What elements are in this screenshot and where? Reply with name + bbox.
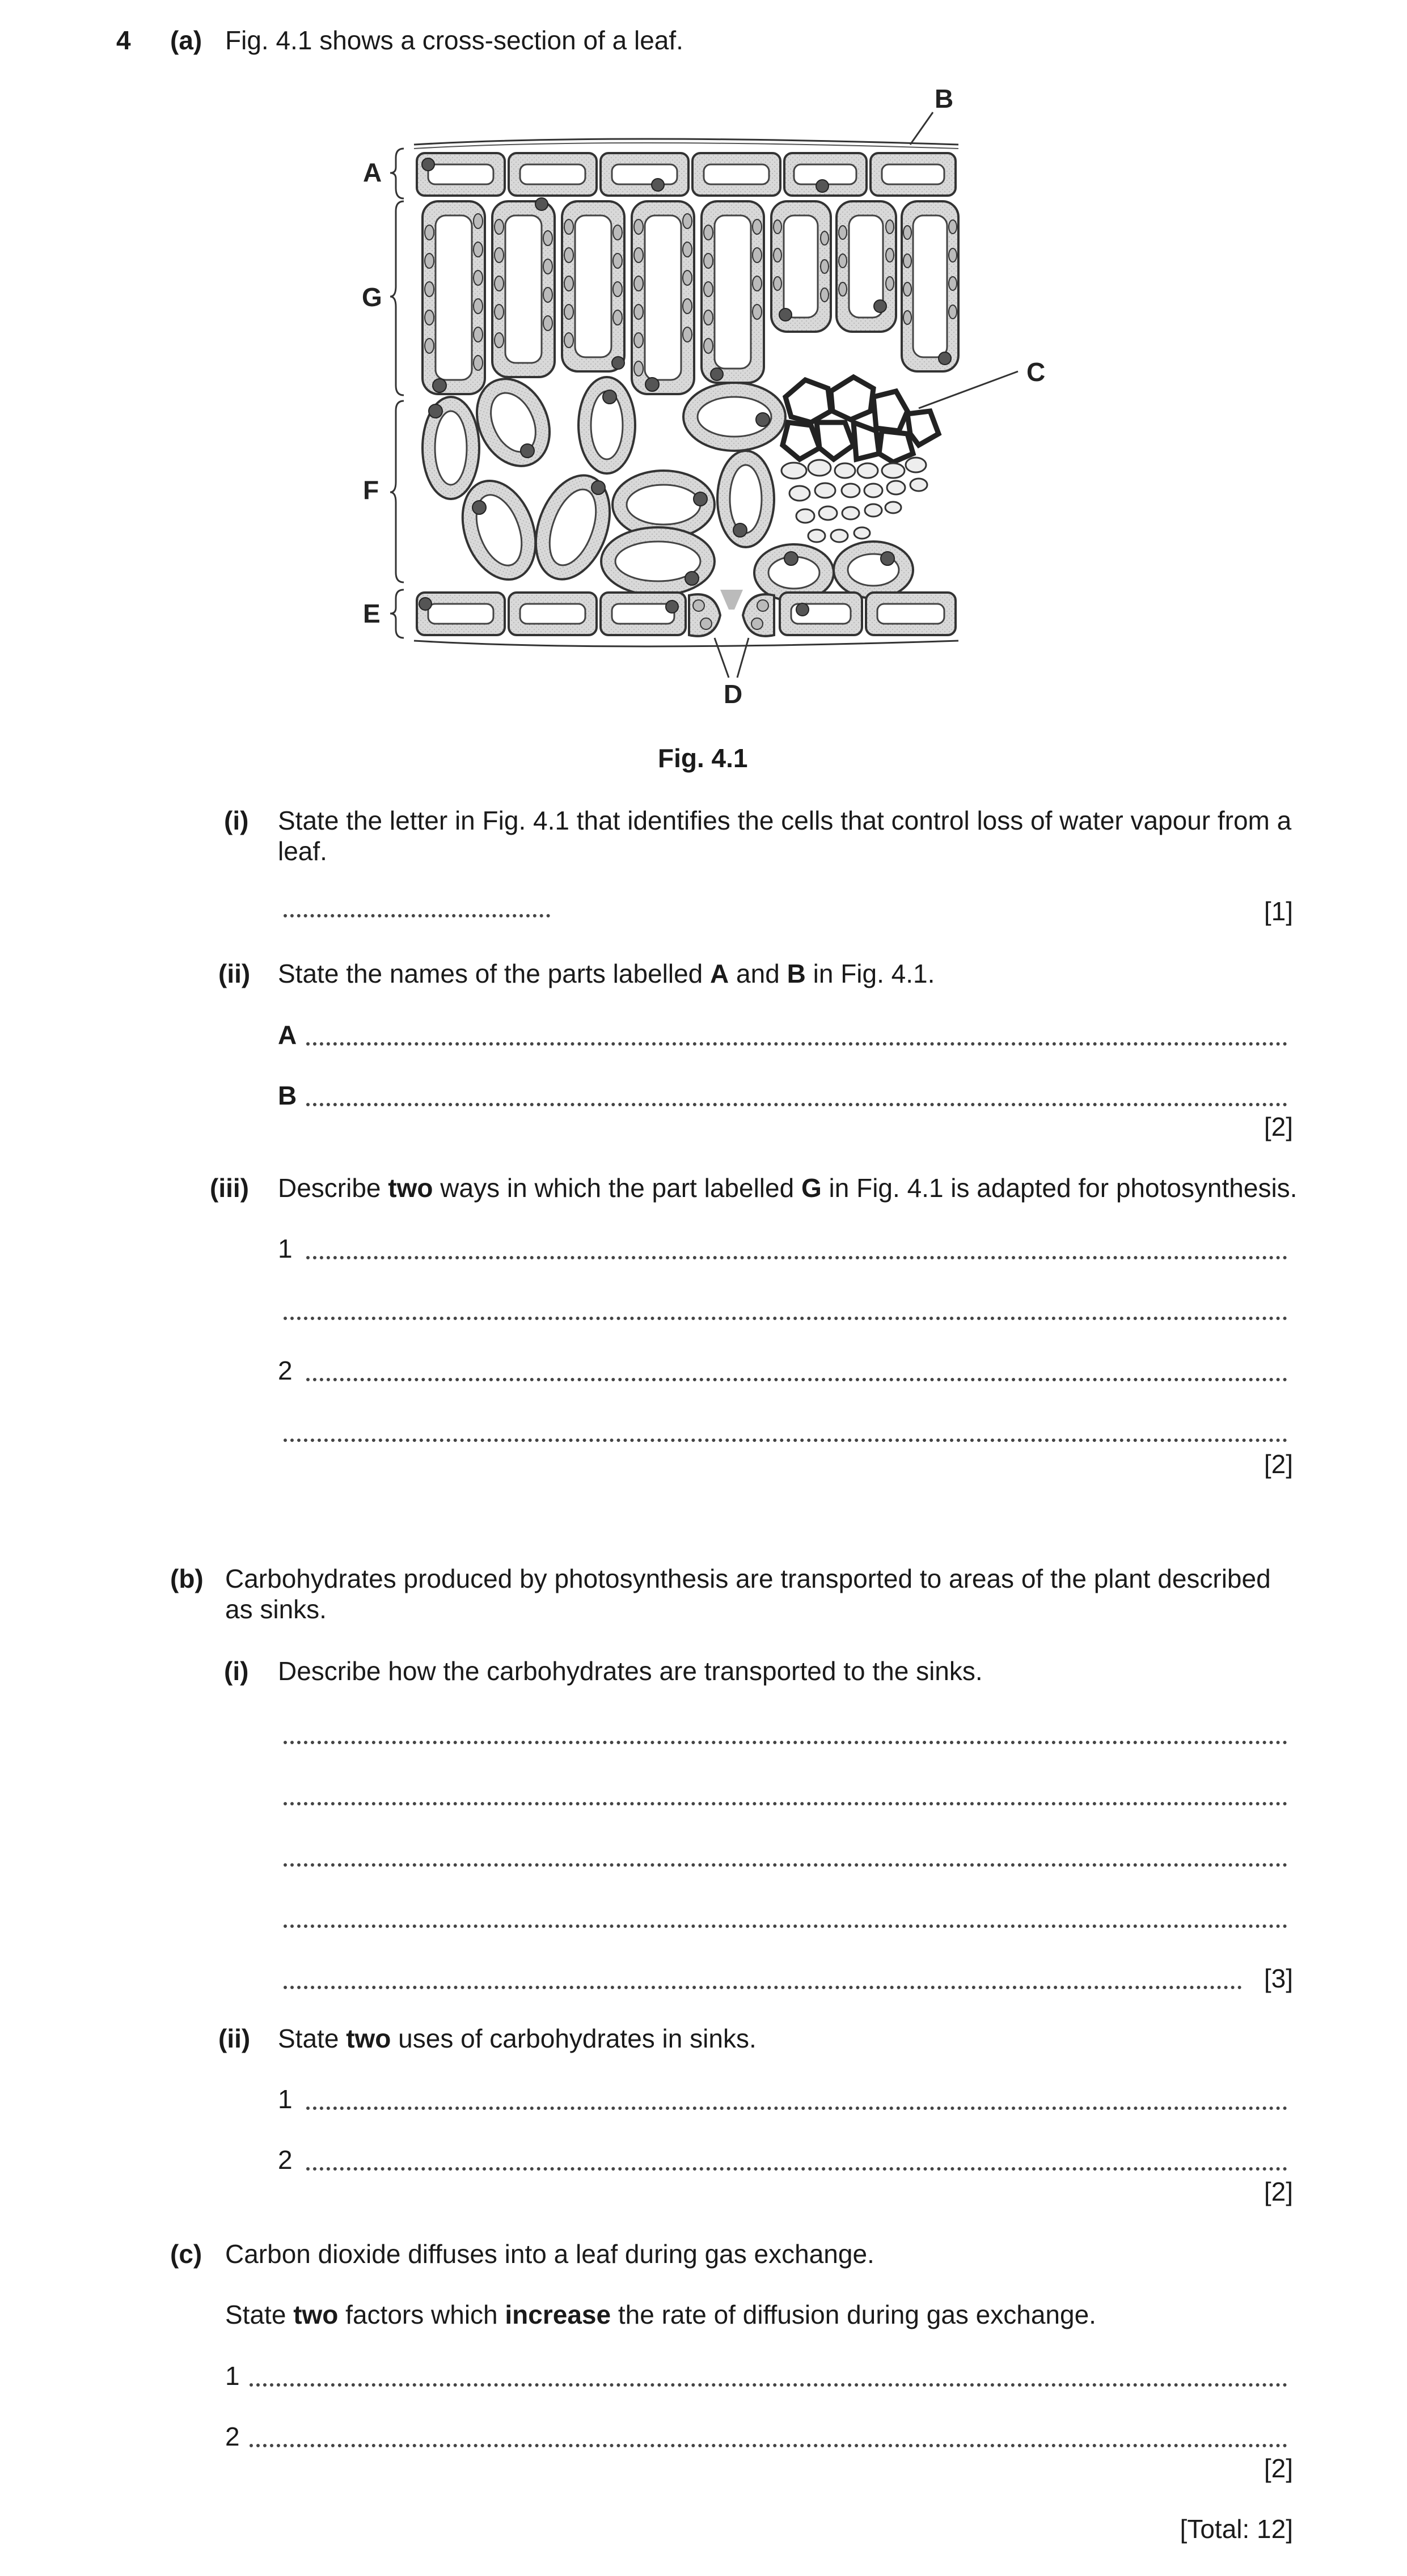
marks-a-ii: [2] <box>1264 1112 1293 1141</box>
answer-num-c-1: 1 <box>225 2361 240 2391</box>
answer-line-a-iii-1a[interactable] <box>306 1256 1287 1259</box>
label-d: D <box>724 679 743 709</box>
answer-line-b-i-5[interactable] <box>284 1986 1242 1989</box>
answer-num-a-iii-2: 2 <box>278 1356 293 1385</box>
marks-b-ii: [2] <box>1264 2177 1293 2206</box>
answer-num-b-ii-2: 2 <box>278 2145 293 2175</box>
answer-line-a-i[interactable] <box>284 914 550 917</box>
marks-b-i: [3] <box>1264 1964 1293 1993</box>
sub-ii-question: State the names of the parts labelled A and B in Fig. 4.1. <box>278 959 935 988</box>
marks-c: [2] <box>1264 2454 1293 2483</box>
answer-line-b-ii-1[interactable] <box>306 2107 1287 2110</box>
sub-i-question-line1: State the letter in Fig. 4.1 that identifies the cells that control loss of water vapour from a <box>278 806 1292 835</box>
part-c-intro: Carbon dioxide diffuses into a leaf during gas exchange. <box>225 2239 874 2269</box>
sub-iii-question: Describe two ways in which the part labelled G in Fig. 4.1 is adapted for photosynthesis. <box>278 1173 1298 1203</box>
label-a: A <box>363 158 382 187</box>
label-c: C <box>1026 357 1046 387</box>
phloem <box>781 458 927 542</box>
bracket-e <box>390 590 404 638</box>
leader-line-d-right <box>737 638 749 678</box>
upper-epidermis <box>417 153 956 196</box>
answer-line-b-i-1[interactable] <box>284 1741 1287 1744</box>
sub-b-i-question: Describe how the carbohydrates are transported to the sinks. <box>278 1656 983 1686</box>
total-marks: [Total: 12] <box>1180 2514 1293 2544</box>
sub-b-i-label: (i) <box>224 1656 249 1686</box>
answer-line-b-i-3[interactable] <box>284 1863 1287 1867</box>
answer-line-c-1[interactable] <box>250 2383 1287 2387</box>
marks-a-i: [1] <box>1264 896 1293 926</box>
leader-line-c <box>919 371 1018 408</box>
answer-num-c-2: 2 <box>225 2422 240 2451</box>
answer-line-c-2[interactable] <box>250 2444 1287 2447</box>
answer-line-b-i-2[interactable] <box>284 1802 1287 1805</box>
answer-label-b: B <box>278 1081 297 1110</box>
part-c-question: State two factors which increase the rate of diffusion during gas exchange. <box>225 2300 1096 2329</box>
bracket-f <box>390 401 404 582</box>
answer-line-a-ii-b[interactable] <box>306 1103 1287 1106</box>
sub-b-ii-question: State two uses of carbohydrates in sinks. <box>278 2024 757 2053</box>
answer-line-a-iii-1b[interactable] <box>284 1317 1287 1320</box>
leader-line-d-left <box>715 638 729 678</box>
sub-ii-label: (ii) <box>218 959 251 988</box>
part-a-intro: Fig. 4.1 shows a cross-section of a leaf. <box>225 26 683 55</box>
answer-line-a-ii-a[interactable] <box>306 1042 1287 1046</box>
answer-line-b-ii-2[interactable] <box>306 2167 1287 2171</box>
answer-line-a-iii-2b[interactable] <box>284 1439 1287 1442</box>
leader-line-b <box>910 112 933 145</box>
answer-num-a-iii-1: 1 <box>278 1234 293 1263</box>
label-g: G <box>362 282 382 312</box>
label-b: B <box>935 84 954 113</box>
marks-a-iii: [2] <box>1264 1449 1293 1479</box>
bracket-g <box>390 201 404 395</box>
sub-b-ii-label: (ii) <box>218 2024 251 2053</box>
sub-iii-label: (iii) <box>210 1173 249 1203</box>
xylem <box>783 377 939 462</box>
answer-line-a-iii-2a[interactable] <box>306 1378 1287 1381</box>
sub-i-question-line2: leaf. <box>278 836 327 866</box>
question-number: 4 <box>116 26 131 55</box>
part-a-label: (a) <box>170 26 202 55</box>
part-c-label: (c) <box>170 2239 202 2269</box>
figure-caption: Fig. 4.1 <box>658 743 748 773</box>
leaf-cross-section-figure <box>340 79 1078 726</box>
answer-num-b-ii-1: 1 <box>278 2084 293 2114</box>
sub-i-label: (i) <box>224 806 249 835</box>
answer-line-b-i-4[interactable] <box>284 1924 1287 1928</box>
cuticle <box>414 139 958 145</box>
part-b-intro-line2: as sinks. <box>225 1594 327 1624</box>
bracket-a <box>390 149 404 198</box>
label-e: E <box>363 599 381 628</box>
part-b-label: (b) <box>170 1564 204 1593</box>
part-b-intro-line1: Carbohydrates produced by photosynthesis are transported to areas of the plant described <box>225 1564 1271 1593</box>
answer-label-a: A <box>278 1020 297 1050</box>
lower-epidermis <box>417 593 956 635</box>
label-f: F <box>363 475 379 505</box>
